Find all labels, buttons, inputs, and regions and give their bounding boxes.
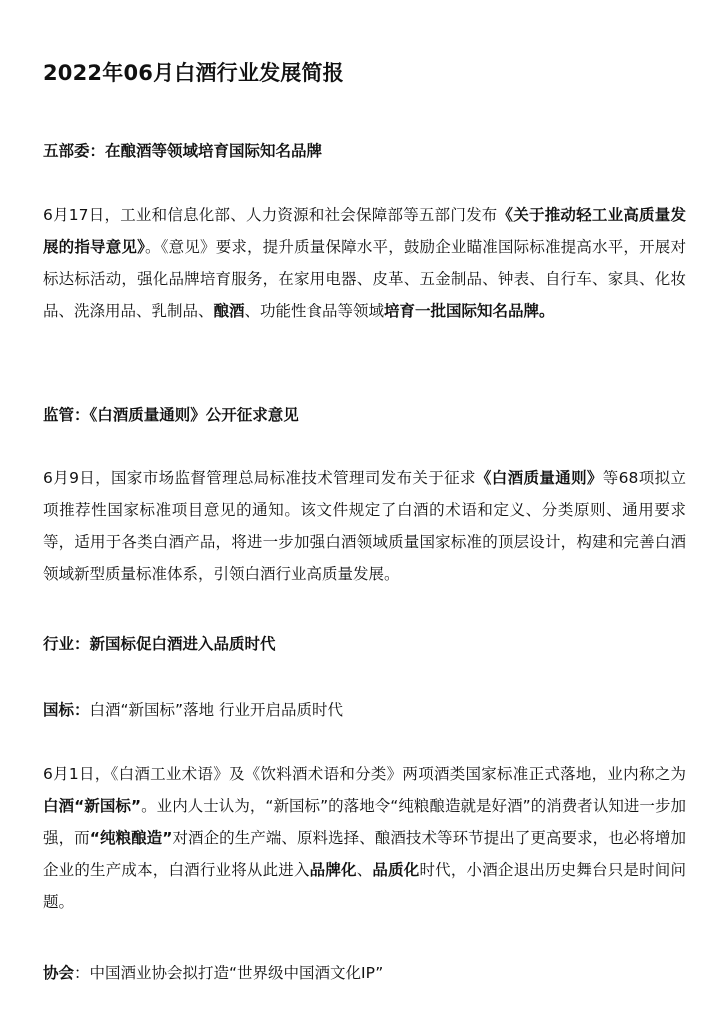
- subheading-text: 白酒“新国标”落地 行业开启品质时代: [89, 701, 344, 719]
- paragraph-regulation: [43, 462, 686, 590]
- text-span: 6月17日，工业和信息化部、人力资源和社会保障部等五部门发布: [43, 206, 498, 224]
- bold-span: “纯粮酿造”: [89, 829, 173, 847]
- bold-span: 培育一批国际知名品牌。: [384, 302, 555, 320]
- subheading-national-standard: [43, 698, 686, 720]
- text-span: 时代，小酒企退出历史舞台只是时间问题。: [43, 861, 686, 911]
- page-title: 2022年06月白酒行业发展简报: [43, 61, 344, 85]
- association-text: ：中国酒业协会拟打造“世界级中国酒文化IP”: [74, 964, 384, 982]
- bold-span: 品质化: [372, 861, 420, 879]
- section-heading-industry: 行业：新国标促白酒进入品质时代: [43, 635, 276, 653]
- section-heading-ministries: 五部委：在酿酒等领域培育国际知名品牌: [43, 142, 323, 160]
- text-span: 。业内人士认为，“新国标”的落地令“纯粮酿造就是好酒”的消费者认知进一步加强，而: [43, 797, 687, 847]
- text-span: 6月1日，《白酒工业术语》及《饮料酒术语和分类》两项酒类国家标准正式落地，业内称之为: [43, 765, 686, 783]
- paragraph-ministries: [43, 199, 686, 327]
- text-span: 、功能性食品等领域: [244, 302, 385, 320]
- bold-span: 白酒“新国标”: [43, 797, 142, 815]
- bold-span: 酿酒: [213, 302, 245, 320]
- association-label: 协会: [43, 964, 75, 982]
- text-span: 6月9日，国家市场监督管理总局标准技术管理司发布关于征求: [43, 469, 476, 487]
- association-line: [43, 961, 686, 983]
- bold-span: 品牌化: [309, 861, 357, 879]
- subheading-label: 国标：: [43, 701, 90, 719]
- bold-span: 《关于推动轻工业高质量发展的指导意见》: [43, 206, 686, 256]
- text-span: 、: [356, 861, 373, 879]
- paragraph-industry: [43, 758, 686, 918]
- section-heading-regulation: 监管：《白酒质量通则》公开征求意见: [43, 406, 299, 424]
- text-span: 等68项拟立项推荐性国家标准项目意见的通知。该文件规定了白酒的术语和定义、分类原则、通用要求等，适用于各类白酒产品，将进一步加强白酒领域质量国家标准的顶层设计，构建和完善白酒领域新型质量标准体系，引领白酒行业高质量发展。: [43, 469, 686, 583]
- bold-span: 《白酒质量通则》: [475, 469, 603, 487]
- text-span: 。《意见》要求，提升质量保障水平，鼓励企业瞄准国际标准提高水平，开展对标达标活动，强化品牌培育服务，在家用电器、皮革、五金制品、钟表、自行车、家具、化妆品、洗涤用品、乳制品、: [43, 238, 686, 320]
- text-span: 对酒企的生产端、原料选择、酿酒技术等环节提出了更高要求，也必将增加企业的生产成本，白酒行业将从此进入: [43, 829, 686, 879]
